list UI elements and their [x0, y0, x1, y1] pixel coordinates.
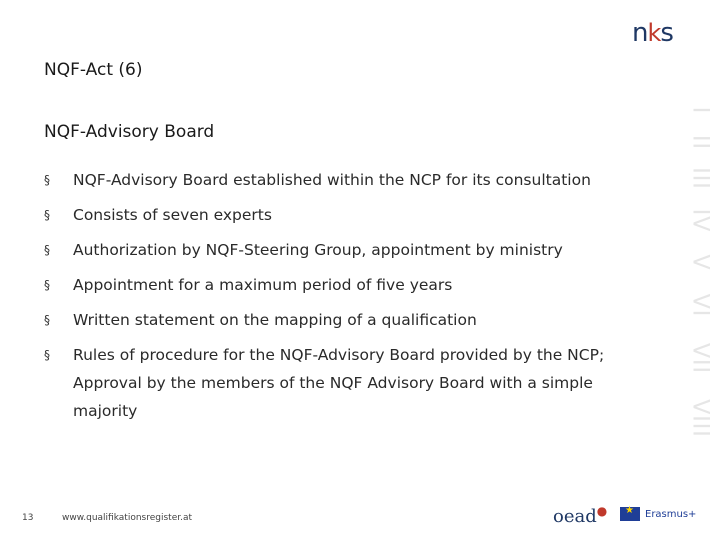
logo-letter-n: n — [632, 18, 648, 48]
oead-logo — [553, 504, 607, 527]
logo-letter-k: k — [647, 19, 661, 47]
list-item — [44, 271, 624, 299]
oead-logo-dot-icon: ● — [596, 504, 608, 518]
list-item — [44, 341, 624, 425]
bullet-marker-icon: § — [44, 243, 50, 257]
numeral: III — [687, 167, 713, 190]
nks-logo — [632, 18, 673, 48]
page-title: NQF-Act (6) — [44, 60, 143, 80]
numeral: I — [687, 106, 713, 115]
bullet-marker-icon: § — [44, 313, 50, 327]
list-item — [44, 166, 624, 194]
list-item — [44, 236, 624, 264]
logo-letter-s: s — [660, 18, 673, 48]
bullet-marker-icon: § — [44, 348, 50, 362]
erasmus-label: Erasmus+ — [645, 508, 697, 520]
numeral: V — [687, 254, 713, 271]
section-heading: NQF-Advisory Board — [44, 122, 215, 142]
eu-flag-icon — [620, 507, 640, 521]
bullet-marker-icon: § — [44, 208, 50, 222]
list-item — [44, 306, 624, 334]
page-number: 13 — [22, 513, 34, 523]
oead-logo-text: oead — [553, 506, 597, 527]
numeral: VIII — [687, 399, 713, 438]
numeral: VII — [687, 342, 713, 375]
list-item-text: Consists of seven experts — [73, 206, 272, 224]
list-item-text: Rules of procedure for the NQF-Advisory Board provided by the NCP; Approval by the members of the NQF Advisory Board with a simple majority — [73, 346, 605, 420]
numeral: VI — [687, 293, 713, 318]
bullet-marker-icon: § — [44, 173, 50, 187]
numeral: II — [687, 135, 713, 150]
bullet-marker-icon: § — [44, 278, 50, 292]
list-item — [44, 201, 624, 229]
side-numerals-decoration — [680, 88, 720, 478]
list-item-text: Appointment for a maximum period of five years — [73, 276, 453, 294]
bullet-list — [44, 166, 624, 432]
erasmus-logo — [620, 507, 696, 521]
footer-url[interactable]: www.qualifikationsregister.at — [62, 513, 193, 523]
list-item-text: Written statement on the mapping of a qualification — [73, 311, 477, 329]
numeral: IV — [687, 208, 713, 233]
list-item-text: NQF-Advisory Board established within the NCP for its consultation — [73, 171, 591, 189]
list-item-text: Authorization by NQF-Steering Group, appointment by ministry — [73, 241, 563, 259]
